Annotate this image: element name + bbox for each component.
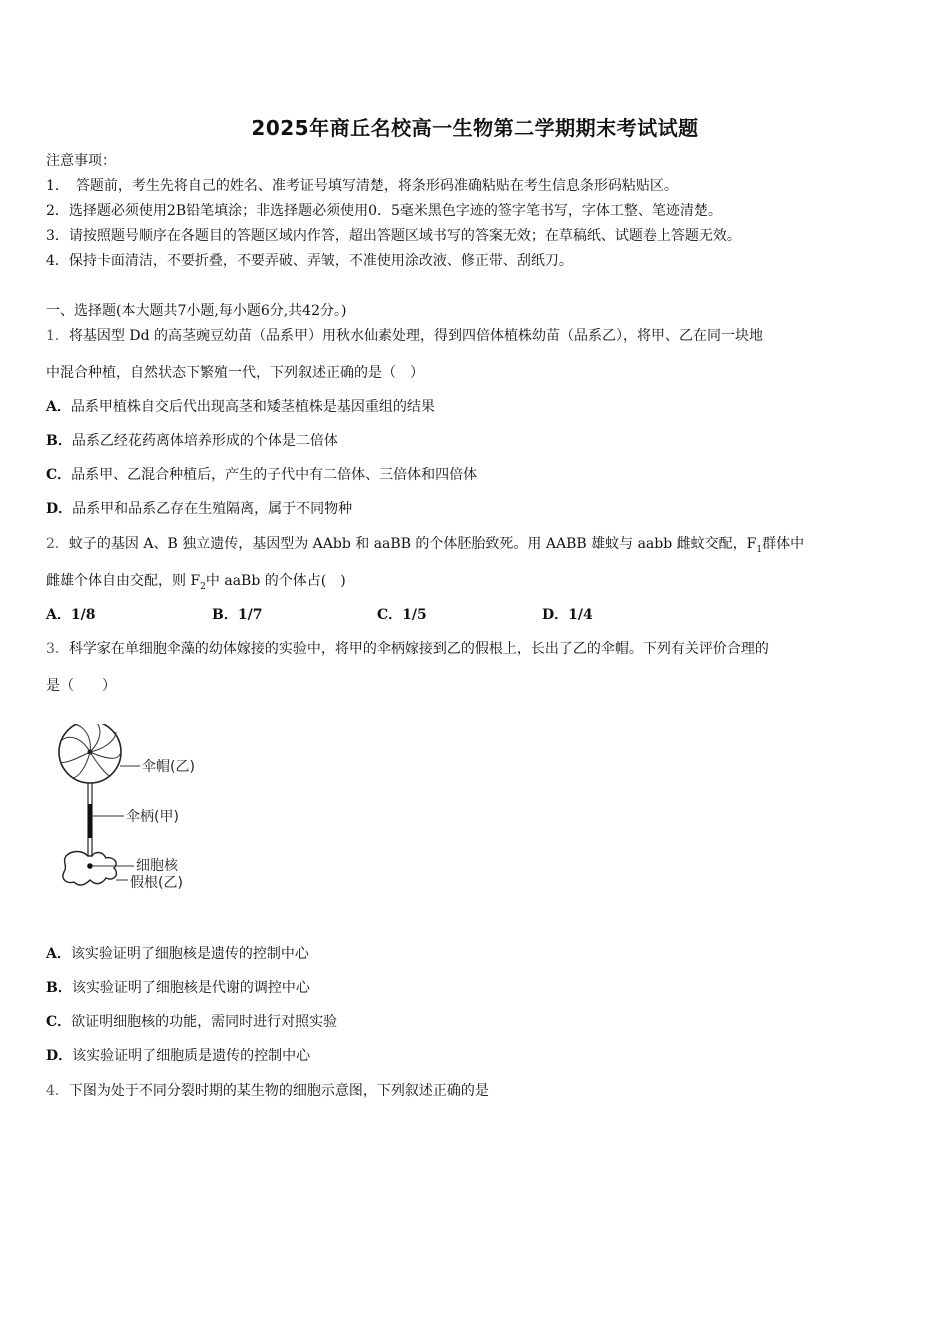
- question-text: 蚊子的基因 A、B 独立遗传，基因型为 AAbb 和 aaBB 的个体胚胎致死。用 AABB 雄蚊与 aabb 雌蚊交配，F: [68, 536, 757, 552]
- subscript: 2: [200, 581, 206, 592]
- question-text: 雌雄个体自由交配，则 F: [46, 573, 201, 589]
- option-text: 1/8: [70, 607, 96, 623]
- option-label: D．: [46, 501, 73, 517]
- option-text: 该实验证明了细胞质是遗传的控制中心: [72, 1048, 311, 1064]
- question-1: [46, 326, 906, 346]
- option-label: B．: [212, 607, 238, 623]
- option-text: 品系甲和品系乙存在生殖隔离，属于不同物种: [72, 501, 353, 517]
- notice-item-4: 4．保持卡面清洁，不要折叠，不要弄破、弄皱，不准使用涂改液、修正带、刮纸刀。: [46, 253, 573, 269]
- question-text-end: 群体中: [762, 536, 805, 552]
- option-text: 品系甲植株自交后代出现高茎和矮茎植株是基因重组的结果: [70, 399, 435, 415]
- notice-item-2: 2．选择题必须使用2B铅笔填涂；非选择题必须使用0．5毫米黑色字迹的签字笔书写，字体工整、笔迹清楚。: [46, 203, 722, 219]
- question-3: [46, 639, 906, 659]
- option-label: D．: [542, 607, 569, 623]
- question-number: 2．: [46, 536, 69, 552]
- notice-heading: 注意事项：: [46, 153, 116, 169]
- option-text: 1/5: [402, 607, 427, 623]
- question-4: [46, 1081, 906, 1101]
- umbrella-cap: [59, 724, 121, 783]
- option-label: B．: [46, 980, 72, 996]
- question-text: 科学家在单细胞伞藻的幼体嫁接的实验中，将甲的伞柄嫁接到乙的假根上，长出了乙的伞帽。下列有关评价合理的: [68, 641, 769, 657]
- option-label: A．: [46, 946, 71, 962]
- q2-option-c: [377, 605, 427, 625]
- q2-option-b: [212, 605, 262, 625]
- option-text: 品系乙经花药离体培养形成的个体是二倍体: [71, 433, 338, 449]
- q2-option-a: [46, 605, 95, 625]
- question-number: 4．: [46, 1083, 69, 1099]
- q2-option-d: [542, 605, 593, 625]
- option-label: D．: [46, 1048, 73, 1064]
- question-1-line-2: 中混合种植，自然状态下繁殖一代，下列叙述正确的是（ ）: [46, 365, 424, 381]
- q1-option-a: [46, 397, 906, 417]
- option-text: 1/7: [237, 607, 263, 623]
- question-text: 下图为处于不同分裂时期的某生物的细胞示意图，下列叙述正确的是: [68, 1083, 489, 1099]
- option-text: 该实验证明了细胞核是遗传的控制中心: [70, 946, 309, 962]
- section-heading: 一、选择题(本大题共7小题,每小题6分,共42分。): [46, 303, 347, 319]
- question-2: [46, 534, 906, 560]
- q1-option-c: [46, 465, 906, 485]
- option-text: 品系甲、乙混合种植后，产生的子代中有二倍体、三倍体和四倍体: [71, 467, 478, 483]
- label-nucleus: 细胞核: [136, 858, 178, 874]
- option-label: C．: [46, 1014, 72, 1030]
- option-label: A．: [46, 399, 71, 415]
- label-stalk: 伞柄(甲): [126, 809, 179, 825]
- option-label: C．: [46, 467, 72, 483]
- q1-option-d: [46, 499, 906, 519]
- notice-item-3: 3．请按照题号顺序在各题目的答题区域内作答，超出答题区域书写的答案无效；在草稿纸、试题卷上答题无效。: [46, 228, 741, 244]
- option-label: C．: [377, 607, 403, 623]
- option-label: A．: [46, 607, 71, 623]
- label-cap: 伞帽(乙): [142, 759, 195, 775]
- option-label: B．: [46, 433, 72, 449]
- question-3-line-2: 是（ ）: [46, 678, 116, 694]
- q1-option-b: [46, 431, 906, 451]
- q3-option-b: [46, 978, 906, 998]
- question-2-line-2: [46, 571, 906, 597]
- label-rhizoid: 假根(乙): [130, 875, 183, 891]
- page-title: 2025年商丘名校高一生物第二学期期末考试试题: [251, 116, 699, 140]
- option-text: 欲证明细胞核的功能，需同时进行对照实验: [71, 1014, 338, 1030]
- subscript: 1: [756, 544, 763, 555]
- notice-item-1: 1． 答题前，考生先将自己的姓名、准考证号填写清楚，将条形码准确粘贴在考生信息条形码粘贴区。: [46, 178, 678, 194]
- question-text: 将基因型 Dd 的高茎豌豆幼苗（品系甲）用秋水仙素处理，得到四倍体植株幼苗（品系乙），将甲、乙在同一块地: [68, 328, 764, 344]
- question-number: 3．: [46, 641, 69, 657]
- nucleus-dot: [87, 863, 93, 869]
- option-text: 该实验证明了细胞核是代谢的调控中心: [71, 980, 310, 996]
- q3-option-a: [46, 944, 906, 964]
- q3-option-d: [46, 1046, 906, 1066]
- question-number: 1．: [46, 328, 69, 344]
- option-text: 1/4: [568, 607, 593, 623]
- acetabularia-diagram: [52, 724, 232, 896]
- question-text-end: 中 aaBb 的个体占( ): [205, 573, 346, 589]
- q3-option-c: [46, 1012, 906, 1032]
- grafted-stalk: [88, 804, 92, 838]
